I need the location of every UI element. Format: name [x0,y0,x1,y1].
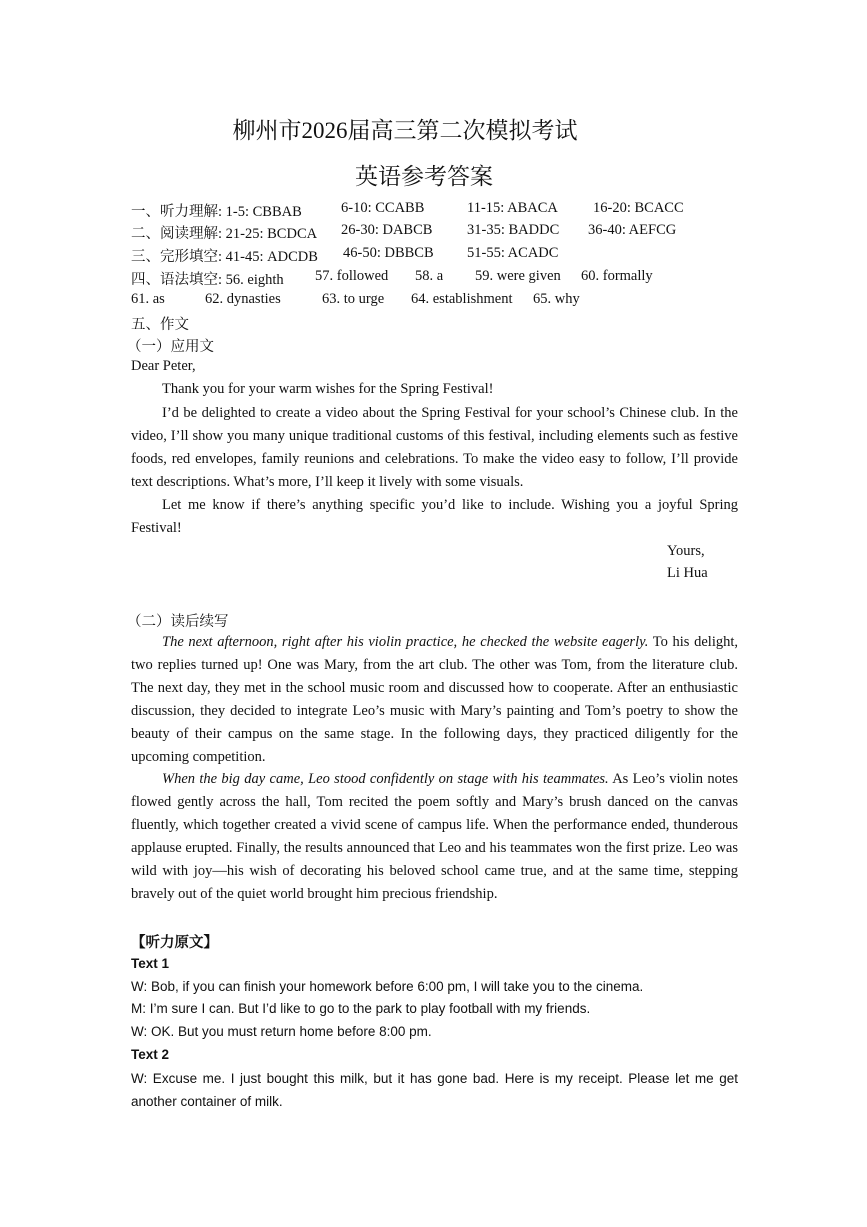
text-1-line-2: M: I’m sure I can. But I’d like to go to the park to play football with my friends. [131,1001,591,1016]
answer-60: 60. formally [581,268,653,284]
letter-paragraph-3: Let me know if there’s anything specific you’d like to include. Wishing you a joyful Spring Festival! [131,497,738,536]
answer-listening-11-15: 11-15: ABACA [467,200,558,216]
answer-cloze-51-55: 51-55: ACADC [467,245,559,261]
continuation-writing-heading: （二）读后续写 [127,614,229,630]
text-1-line-3: W: OK. But you must return home before 8:00 pm. [131,1024,432,1039]
answer-row-listening: 一、听力理解: 1-5: CBBAB [131,204,302,220]
text-2-label: Text 2 [131,1047,170,1062]
continuation-paragraph-1 [131,631,738,769]
continuation-body-2: As Leo’s violin notes flowed gently across the hall, Tom recited the poem softly and Mary’s brush danced on the canvas fluently, which together created a vivid scene of campus life. When the performance ended, thunderous applause erupted. Finally, the results announced that Leo and his teammates won the first prize. Leo was wild with joy—his wish of decorating his beloved school came true, and at the same time, stepping bravely out of the quiet world brought him precious friendship. [131,771,738,902]
text-2-line-1: W: Excuse me. I just bought this milk, but it has gone bad. Here is my receipt. Please let me get another container of milk. [131,1071,738,1109]
answer-row-grammar: 四、语法填空: 56. eighth [131,272,284,288]
letter-salutation: Dear Peter, [131,358,196,374]
answer-listening-16-20: 16-20: BCACC [593,200,684,216]
answer-row-reading: 二、阅读理解: 21-25: BCDCA [131,226,318,242]
text-1-line-1: W: Bob, if you can finish your homework before 6:00 pm, I will take you to the cinema. [131,979,644,994]
letter-paragraph-1: Thank you for your warm wishes for the Spring Festival! [162,381,494,397]
letter-paragraph-2: I’d be delighted to create a video about the Spring Festival for your school’s Chinese club. In the video, I’ll show you many unique traditional customs of this festival, including elements such as festive foods, red envelopes, family reunions and celebrations. To make the video easy to follow, I’ll provide text descriptions. What’s more, I’ll keep it lively with some visuals. [131,405,738,490]
answer-reading-26-30: 26-30: DABCB [341,222,433,238]
continuation-paragraph-2 [131,768,738,906]
answer-59: 59. were given [475,268,561,284]
answer-cloze-46-50: 46-50: DBBCB [343,245,434,261]
letter-signature: Li Hua [667,565,708,581]
answer-reading-31-35: 31-35: BADDC [467,222,560,238]
writing-heading: 五、作文 [131,317,189,333]
answer-65: 65. why [533,291,580,307]
letter-closing: Yours, [667,543,705,559]
document-title: 柳州市2026届高三第二次模拟考试 [232,118,578,143]
answer-64: 64. establishment [411,291,513,307]
practical-writing-heading: （一）应用文 [127,339,214,355]
answer-58: 58. a [415,268,444,284]
answer-61: 61. as [131,291,165,307]
listening-transcript-heading: 【听力原文】 [131,935,218,951]
answer-57: 57. followed [315,268,389,284]
continuation-body-1: To his delight, two replies turned up! One was Mary, from the art club. The other was Tom, from the literature club. The next day, they met in the school music room and discussed how to cooperate. After an enthusiastic discussion, they decided to integrate Leo’s music with Mary’s painting and Tom’s poetry to show the beauty of their campus on the same stage. In the following days, they practiced diligently for the upcoming competition. [131,634,739,765]
answer-row-cloze: 三、完形填空: 41-45: ADCDB [131,249,318,265]
answer-62: 62. dynasties [205,291,281,307]
continuation-opening-sentence-1: The next afternoon, right after his violin practice, he checked the website eagerly. [162,634,649,650]
text-1-label: Text 1 [131,956,170,971]
answer-listening-6-10: 6-10: CCABB [341,200,425,216]
answer-reading-36-40: 36-40: AEFCG [588,222,677,238]
continuation-opening-sentence-2: When the big day came, Leo stood confidently on stage with his teammates. [162,771,609,787]
document-subtitle: 英语参考答案 [355,164,493,189]
answer-63: 63. to urge [322,291,385,307]
